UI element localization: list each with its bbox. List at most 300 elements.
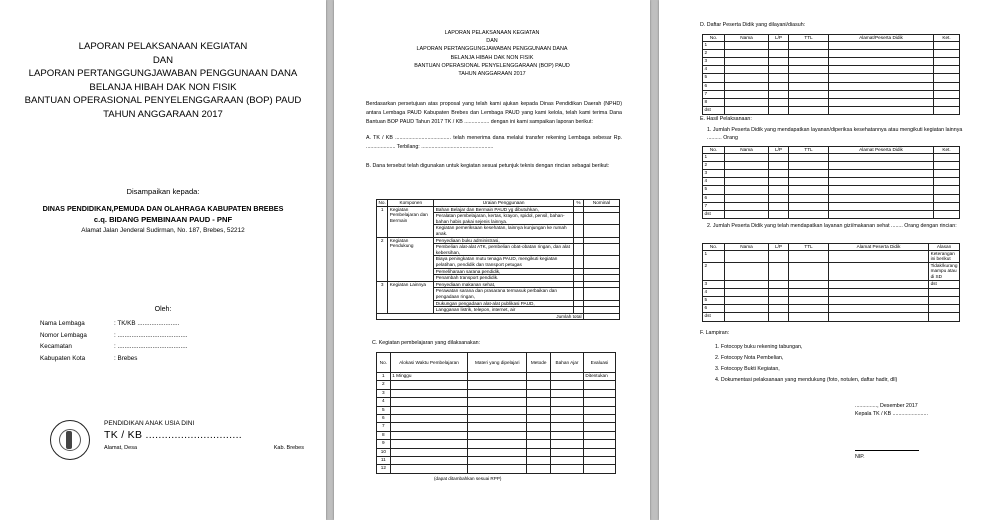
table-cell <box>934 107 960 115</box>
nominal-cell <box>584 281 620 288</box>
activity-table-header <box>377 353 616 373</box>
signature-line <box>855 450 919 451</box>
table-row <box>703 280 960 288</box>
usage-item: Biaya peningkatan mutu tenaga PAUD, mengikuti kegiatan pelatihan, pendidik dan transport petugas <box>434 256 574 268</box>
row-number: 2 <box>377 237 388 281</box>
percent-cell <box>574 275 584 282</box>
row-number: 1 <box>703 250 725 262</box>
table-cell <box>769 250 789 262</box>
row-number: 6 <box>703 305 725 313</box>
nominal-cell <box>584 288 620 300</box>
row-number: 3 <box>703 280 725 288</box>
row-number: 5 <box>703 296 725 304</box>
component-name: Kegiatan Pembelajaran dan Bermain <box>388 206 434 237</box>
table-cell <box>789 305 829 313</box>
table-cell <box>725 194 769 202</box>
table-cell <box>769 305 789 313</box>
table-cell <box>934 41 960 49</box>
table-cell <box>829 169 934 177</box>
table-row <box>703 288 960 296</box>
budget-table-header <box>377 200 620 207</box>
table-cell <box>769 107 789 115</box>
table-row <box>377 423 616 431</box>
method-cell <box>527 414 551 422</box>
teaching-material-cell <box>551 465 584 473</box>
column-header: Alokasi Waktu Pembelajaran <box>390 353 467 373</box>
nominal-cell <box>584 256 620 268</box>
row-number: 1 <box>377 373 391 381</box>
table-row <box>703 82 960 90</box>
table-cell <box>725 250 769 262</box>
method-cell <box>527 465 551 473</box>
table-cell <box>725 186 769 194</box>
table-cell <box>769 288 789 296</box>
table-cell <box>725 74 769 82</box>
form-label: Nama Lembaga <box>40 320 85 327</box>
table-row <box>703 202 960 210</box>
table-cell <box>725 107 769 115</box>
evaluation-cell <box>583 423 615 431</box>
column-header: Evaluasi <box>583 353 615 373</box>
teaching-material-cell <box>551 406 584 414</box>
table-cell <box>789 57 829 65</box>
letterhead-address <box>104 445 304 451</box>
row-number: 1 <box>377 206 388 237</box>
recipient-name: DINAS PENDIDIKAN,PEMUDA DAN OLAHRAGA KABUPATEN BREBES <box>42 204 284 213</box>
row-number: 7 <box>703 202 725 210</box>
table-cell <box>725 296 769 304</box>
table-cell <box>725 169 769 177</box>
table-cell <box>725 210 769 218</box>
recipient-address: Alamat Jalan Jenderal Sudirman, No. 187, Brebes, 52212 <box>81 227 245 234</box>
allocation-cell <box>390 423 467 431</box>
table-row <box>703 107 960 115</box>
title-line: DAN <box>486 38 498 45</box>
table-cell <box>934 98 960 106</box>
column-header: No. <box>377 353 391 373</box>
health-services-table <box>702 146 960 219</box>
column-header: Alasan <box>929 244 960 251</box>
column-header: Komponen <box>388 200 434 207</box>
material-cell <box>468 440 527 448</box>
table-cell <box>725 178 769 186</box>
table-cell <box>789 178 829 186</box>
column-header: No. <box>703 147 725 154</box>
teaching-material-cell <box>551 389 584 397</box>
table-cell <box>934 186 960 194</box>
usage-item: Penambah transport pendidik. <box>434 275 574 282</box>
column-header: No. <box>378 200 386 205</box>
row-number: dst <box>703 210 725 218</box>
table-row <box>703 186 960 194</box>
row-number: 7 <box>703 90 725 98</box>
material-cell <box>468 389 527 397</box>
method-cell <box>527 389 551 397</box>
table-row <box>703 90 960 98</box>
method-cell <box>527 431 551 439</box>
nutrition-table-header <box>703 244 960 251</box>
nominal-cell <box>584 244 620 256</box>
table-row <box>377 414 616 422</box>
title-line: BELANJA HIBAH DAK NON FISIK <box>89 81 237 93</box>
column-header: TTL <box>789 147 829 154</box>
table-cell <box>769 296 789 304</box>
column-header: TTL <box>789 35 829 42</box>
percent-cell <box>574 268 584 275</box>
table-cell <box>934 202 960 210</box>
table-row <box>703 49 960 57</box>
table-cell <box>769 153 789 161</box>
form-label: Nomor Lembaga <box>40 331 87 339</box>
allocation-cell <box>390 465 467 473</box>
allocation-cell <box>390 448 467 456</box>
evaluation-cell <box>583 440 615 448</box>
table-cell <box>789 250 829 262</box>
nominal-cell <box>584 213 620 225</box>
table-cell <box>934 82 960 90</box>
cover-page <box>0 0 326 520</box>
letterhead <box>104 420 304 451</box>
table-cell <box>725 288 769 296</box>
row-number: 4 <box>703 66 725 74</box>
row-number: 8 <box>703 98 725 106</box>
usage-item: Pembelian alat-alat ATK, pembelian obat-obatan ringan, dan alat kebersihan, <box>434 244 574 256</box>
cover-title <box>0 40 326 122</box>
table-cell <box>789 194 829 202</box>
row-number: 1 <box>703 41 725 49</box>
table-cell <box>829 41 934 49</box>
table-cell <box>789 296 829 304</box>
table-cell <box>789 280 829 288</box>
table-cell <box>789 74 829 82</box>
material-cell <box>468 423 527 431</box>
report-page-2 <box>659 0 990 520</box>
table-row <box>377 440 616 448</box>
table-row <box>377 389 616 397</box>
table-row <box>703 178 960 186</box>
row-number: 11 <box>377 456 391 464</box>
recipient-cq: c.q. BIDANG PEMBINAAN PAUD - PNF <box>93 215 233 224</box>
table-row <box>703 210 960 218</box>
table-cell <box>934 169 960 177</box>
table-cell <box>934 90 960 98</box>
table-cell <box>829 262 929 280</box>
usage-item: Bahan Belajar dan Bermain PAUD yg dibutuhkan, <box>434 206 574 213</box>
row-number: 2 <box>703 161 725 169</box>
row-number: 5 <box>703 74 725 82</box>
budget-table <box>376 199 620 320</box>
table-cell <box>769 280 789 288</box>
usage-item: Langganan listrik, telepon, internet, air <box>434 307 574 314</box>
table-row <box>703 153 960 161</box>
table-cell <box>829 161 934 169</box>
form-value: : ........................................ <box>114 331 188 339</box>
table-cell <box>829 305 929 313</box>
table-row <box>703 194 960 202</box>
reason-cell <box>929 305 960 313</box>
allocation-cell <box>390 406 467 414</box>
table-cell <box>789 66 829 74</box>
nutrition-table <box>702 243 960 322</box>
signature-block <box>855 402 928 461</box>
attachment-item: 3. Fotocopy Bukti Kegiatan, <box>715 366 780 372</box>
table-cell <box>725 313 769 321</box>
row-number: 1 <box>703 153 725 161</box>
title-line: TAHUN ANGGARAAN 2017 <box>103 108 223 120</box>
table-cell <box>725 305 769 313</box>
table-row <box>377 237 620 244</box>
table-row <box>703 250 960 262</box>
table-row <box>703 169 960 177</box>
attachment-item: 2. Fotocopy Nota Pembelian, <box>715 355 784 361</box>
table-cell <box>829 153 934 161</box>
table-row <box>377 431 616 439</box>
table-cell <box>769 49 789 57</box>
report-body <box>366 100 622 171</box>
reason-cell: Tidak/kurang mampu atau di SD <box>930 262 958 279</box>
row-number: dst <box>703 107 725 115</box>
form-label: Kabupaten Kota <box>40 354 86 362</box>
column-header: Materi yang dipelajari <box>468 353 527 373</box>
table-cell <box>769 82 789 90</box>
reason-cell <box>929 288 960 296</box>
evaluation-cell <box>583 398 615 406</box>
evaluation-cell <box>583 406 615 414</box>
row-number: 4 <box>703 288 725 296</box>
teaching-material-cell <box>551 381 584 389</box>
column-header: No. <box>703 244 725 251</box>
percent-cell <box>574 237 584 244</box>
allocation-cell <box>390 440 467 448</box>
column-header: Ket. <box>934 147 960 154</box>
table-cell <box>725 41 769 49</box>
column-header: Nama <box>725 147 769 154</box>
column-header: No. <box>703 35 725 42</box>
column-header: Metode <box>527 353 551 373</box>
allocation-cell <box>390 414 467 422</box>
table-cell <box>789 82 829 90</box>
percent-cell <box>574 206 584 213</box>
material-cell <box>468 448 527 456</box>
title-line: BANTUAN OPERASIONAL PENYELENGGARAAN (BOP) PAUD <box>24 95 302 107</box>
row-number: 5 <box>703 186 725 194</box>
activity-table <box>376 352 616 474</box>
nominal-cell <box>584 206 620 213</box>
form-value: : ........................................ <box>114 343 188 350</box>
title-line: BANTUAN OPERASIONAL PENYELENGGARAAN (BOP) PAUD <box>414 62 570 69</box>
teaching-material-cell <box>551 448 584 456</box>
table-cell <box>725 57 769 65</box>
evaluation-cell <box>583 381 615 389</box>
column-header: Alamat/Peserta Didik <box>829 35 934 42</box>
health-services-table-header <box>703 147 960 154</box>
component-name: Kegiatan Pendukung <box>388 237 434 281</box>
item-f: F. Lampiran: <box>700 330 730 336</box>
material-cell <box>468 373 527 381</box>
usage-item: Dukungan pengadaan alat-alat publikasi PAUD, <box>434 300 574 307</box>
column-header: Uraian Penggunaan <box>434 200 574 207</box>
table-cell <box>725 82 769 90</box>
teaching-material-cell <box>551 431 584 439</box>
table-cell <box>934 49 960 57</box>
row-number: 3 <box>703 169 725 177</box>
reason-cell <box>929 313 960 321</box>
table-cell <box>829 98 934 106</box>
table-cell <box>789 153 829 161</box>
form-label: Kecamatan <box>40 343 72 350</box>
table-cell <box>789 210 829 218</box>
table-cell <box>725 161 769 169</box>
table-cell <box>769 210 789 218</box>
material-cell <box>468 456 527 464</box>
column-header: Alamat Peserta Didik <box>829 244 929 251</box>
allocation-cell: 1 Minggu <box>390 373 467 381</box>
table-cell <box>769 194 789 202</box>
table-row <box>377 398 616 406</box>
teaching-material-cell <box>551 373 584 381</box>
table-cell <box>789 313 829 321</box>
table-row <box>703 305 960 313</box>
table-row <box>703 74 960 82</box>
attachment-item: 1. Fotocopy buku rekening tabungan, <box>715 344 803 350</box>
material-cell <box>468 398 527 406</box>
title-line: TAHUN ANGGARAAN 2017 <box>458 71 526 78</box>
total-label: Jumlah total <box>377 313 584 320</box>
table-cell <box>934 57 960 65</box>
method-cell <box>527 423 551 431</box>
form-row <box>40 330 187 342</box>
column-header: % <box>574 200 584 207</box>
column-header: TTL <box>789 244 829 251</box>
form-row <box>40 341 187 353</box>
table-cell <box>725 98 769 106</box>
form-row <box>40 353 187 365</box>
from-heading: Oleh: <box>154 306 172 313</box>
table-cell <box>789 90 829 98</box>
percent-cell <box>574 244 584 256</box>
column-header: Bahan Ajar <box>551 353 584 373</box>
item-c: C. Kegiatan pembelajaran yang dilaksanakan: <box>372 340 481 346</box>
table-cell <box>829 313 929 321</box>
title-line: LAPORAN PERTANGGUNGJAWABAN PENGGUNAAN DANA <box>416 46 568 53</box>
material-cell <box>468 465 527 473</box>
table-row <box>377 456 616 464</box>
method-cell <box>527 373 551 381</box>
allocation-cell <box>390 456 467 464</box>
table-row <box>703 296 960 304</box>
title-line: LAPORAN PELAKSANAAN KEGIATAN <box>78 41 248 52</box>
table-cell <box>829 107 934 115</box>
usage-item: Peralatan pembelajaran, kertas, krayon, spidol, pensil, bahan-bahan habis pakai sejenis lainnya. <box>434 213 574 225</box>
evaluation-cell <box>583 414 615 422</box>
row-number: 3 <box>377 389 391 397</box>
table-cell <box>769 178 789 186</box>
table-cell <box>769 202 789 210</box>
evaluation-cell <box>583 431 615 439</box>
title-line: BELANJA HIBAH DAK NON FISIK <box>450 54 534 61</box>
table-row <box>377 381 616 389</box>
allocation-cell <box>390 431 467 439</box>
row-number: 3 <box>703 57 725 65</box>
method-cell <box>527 406 551 414</box>
row-number: 2 <box>703 262 725 280</box>
row-number: 4 <box>377 398 391 406</box>
table-cell <box>789 169 829 177</box>
row-number: 2 <box>377 381 391 389</box>
table-cell <box>829 280 929 288</box>
nominal-cell <box>584 268 620 275</box>
percent-cell <box>574 281 584 288</box>
percent-cell <box>574 213 584 225</box>
table-cell <box>934 178 960 186</box>
title-line: LAPORAN PELAKSANAAN KEGIATAN <box>444 30 540 36</box>
evaluation-cell: Ditentukan <box>583 373 615 381</box>
table-cell <box>934 74 960 82</box>
teaching-material-cell <box>551 414 584 422</box>
table-cell <box>725 90 769 98</box>
percent-cell <box>574 225 584 237</box>
report-title <box>334 29 650 78</box>
row-number: 6 <box>703 82 725 90</box>
table-row <box>703 161 960 169</box>
activity-footnote: (dapat ditambahkan sesuai RPP) <box>434 476 502 481</box>
item-d: D. Daftar Peserta Didik yang dilayani/diasuh: <box>700 22 806 28</box>
letterhead-address-right: Kab. Brebes <box>273 445 304 451</box>
form-row <box>40 318 187 330</box>
title-line: DAN <box>152 54 174 66</box>
students-table <box>702 34 960 115</box>
row-number: 8 <box>377 431 391 439</box>
material-cell <box>468 414 527 422</box>
table-cell <box>829 178 934 186</box>
column-header: L/P <box>769 244 789 251</box>
allocation-cell <box>390 389 467 397</box>
teaching-material-cell <box>551 440 584 448</box>
total-value <box>584 313 620 320</box>
row-number: dst <box>703 313 725 321</box>
percent-cell <box>574 288 584 300</box>
table-row <box>377 406 616 414</box>
form-value: : Brebes <box>114 354 138 362</box>
reason-cell <box>929 296 960 304</box>
nominal-cell <box>584 275 620 282</box>
table-cell <box>789 262 829 280</box>
table-cell <box>769 169 789 177</box>
table-cell <box>725 49 769 57</box>
allocation-cell <box>390 381 467 389</box>
table-cell <box>829 186 934 194</box>
attachment-list <box>715 342 897 386</box>
table-cell <box>829 210 934 218</box>
intro-paragraph: Berdasarkan persetujuan atas proposal yang telah kami ajukan kepada Dinas Pendidikan Daerah (NPHD) antara Lembaga PAUD Kabupaten Brebes dan Lembaga PAUD yang kami kelola, telah kami terima Dana Bantuan BOP PAUD Tahun 2017 TK / KB ................. dengan ini kami sampaikan laporan berikut: <box>366 101 622 125</box>
nominal-cell <box>584 300 620 307</box>
table-cell <box>725 280 769 288</box>
row-number: 5 <box>377 406 391 414</box>
table-cell <box>934 194 960 202</box>
column-header: Ket. <box>934 35 960 42</box>
table-row <box>703 262 960 280</box>
table-cell <box>934 210 960 218</box>
table-cell <box>789 41 829 49</box>
item-e1: 1. Jumlah Peserta Didik yang mendapatkan layanan/diperiksa kesehatannya atau mengikuti kegiatan lainnya .......... Orang <box>707 127 963 141</box>
teaching-material-cell <box>551 398 584 406</box>
letterhead-address-left: Alamat, Desa <box>104 445 138 451</box>
table-cell <box>789 202 829 210</box>
item-e: E. Hasil Pelaksanaan: <box>700 116 752 122</box>
signature-role: Kepala TK / KB ........................ <box>855 411 928 417</box>
title-line: LAPORAN PERTANGGUNGJAWABAN PENGGUNAAN DANA <box>28 68 298 80</box>
method-cell <box>527 448 551 456</box>
